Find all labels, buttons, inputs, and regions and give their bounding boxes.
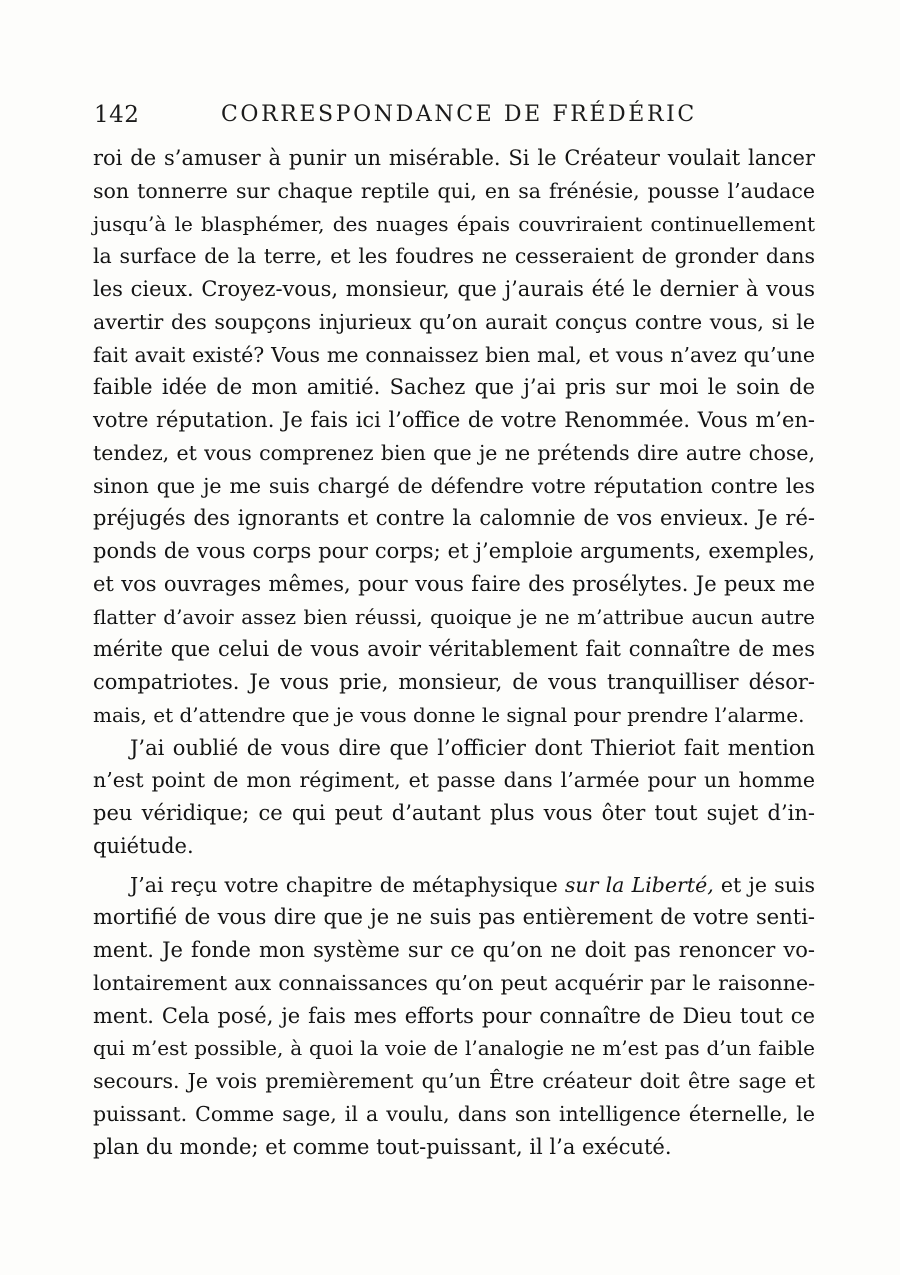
text-line: plan du monde; et comme tout-puissant, il l’a exécuté. [93,1134,672,1159]
text-line: sinon que je me suis chargé de défendre votre réputation contre les [93,473,815,498]
running-head-title: CORRESPONDANCE DE FRÉDÉRIC [221,102,697,127]
text-line: J’ai oublié de vous dire que l’officier dont Thieriot fait mention [130,735,815,760]
text-line: compatriotes. Je vous prie, monsieur, de vous tranquilliser désor- [93,670,815,694]
paragraph-2 [93,732,815,863]
text-line: ment. Cela posé, je fais mes efforts pour connaître de Dieu tout ce [93,1003,815,1028]
text-line: tendez, et vous comprenez bien que je ne prétends dire autre chose, [93,440,815,465]
text-line: les cieux. Croyez-vous, monsieur, que j’aurais été le dernier à vous [93,277,815,301]
text-line: votre réputation. Je fais ici l’office de votre Renommée. Vous m’en- [93,408,815,432]
text-line: quiétude. [93,833,194,858]
text-line: peu véridique; ce qui peut d’autant plus vous ôter tout sujet d’in- [93,801,815,825]
italic-title: sur la Liberté, [564,872,714,897]
text-line: mortifié de vous dire que je ne suis pas entièrement de votre senti- [93,905,815,930]
text-line: ment. Je fonde mon système sur ce qu’on ne doit pas renoncer vo- [93,938,815,962]
text-line: avertir des soupçons injurieux qu’on aurait conçus contre vous, si le [93,309,815,334]
text-line: la surface de la terre, et les foudres ne cesseraient de gronder dans [93,244,815,269]
text-line: roi de s’amuser à punir un misérable. Si le Créateur voulait lancer [93,146,815,170]
text-line: mais, et d’attendre que je vous donne le signal pour prendre l’alarme. [93,702,805,727]
text-line: lontairement aux connaissances qu’on peut acquérir par le raisonne- [93,970,815,995]
page-number: 142 [94,102,140,128]
text-line: puissant. Comme sage, il a voulu, dans son intelligence éternelle, le [93,1101,815,1126]
text-line: fait avait existé? Vous me connaissez bien mal, et vous n’avez qu’une [93,342,815,367]
text-line-with-italic [93,869,815,902]
paragraph-1 [93,142,815,732]
text-line: et vos ouvrages mêmes, pour vous faire des prosélytes. Je peux me [93,571,815,596]
text-line: mérite que celui de vous avoir véritablement fait connaître de mes [93,637,815,662]
body-text [93,142,815,1163]
text-line: secours. Je vois premièrement qu’un Être créateur doit être sage et [93,1069,815,1093]
running-head [94,100,814,136]
text-line: n’est point de mon régiment, et passe dans l’armée pour un homme [93,768,815,793]
text-line: son tonnerre sur chaque reptile qui, en sa frénésie, pousse l’audace [93,178,815,203]
text-run: J’ai reçu votre chapitre de métaphysique [130,872,565,897]
text-line: jusqu’à le blasphémer, des nuages épais couvriraient continuellement [93,211,815,236]
text-line: flatter d’avoir assez bien réussi, quoique je ne m’attribue aucun autre [93,604,815,629]
paragraph-3 [93,869,815,1164]
text-line: préjugés des ignorants et contre la calomnie de vos envieux. Je ré- [93,506,815,531]
text-run: et je suis [713,872,815,897]
text-line: faible idée de mon amitié. Sachez que j’ai pris sur moi le soin de [93,375,815,400]
text-line: qui m’est possible, à quoi la voie de l’analogie ne m’est pas d’un faible [93,1036,815,1061]
text-line: ponds de vous corps pour corps; et j’emploie arguments, exemples, [93,539,815,563]
